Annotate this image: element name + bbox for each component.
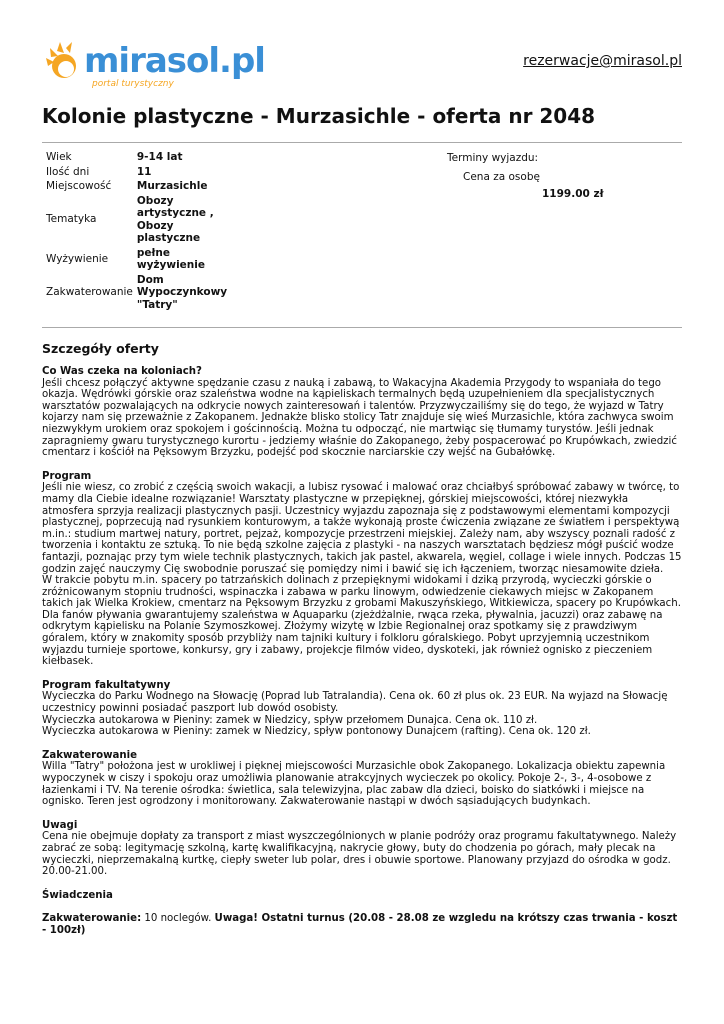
info-value: Obozy artystyczne , Obozy plastyczne bbox=[136, 194, 214, 244]
final-warning: Uwaga! Ostatni turnus (20.08 - 28.08 ze wzgledu na krótszy czas trwania - koszt - 100zł) bbox=[42, 913, 678, 936]
section-paragraph: Wycieczka autokarowa w Pieniny: zamek w Niedzicy, spływ pontonowy Dunajcem (rafting). Cena ok. 120 zł. bbox=[42, 726, 591, 738]
info-row bbox=[44, 273, 239, 313]
divider-top bbox=[42, 142, 682, 143]
section-paragraph: W trakcie pobytu m.in. spacery po tatrzańskich dolinach z przepięknymi widokami i dziką przyrodą, wycieczki górskie o zróżnicowanym stopniu trudności, wspinaczka i zabawa w parku linowym, odwiedzenie ciekawych miejsc w Zakopanem takich jak Wielka Krokiew, cmentarz na Pęksowym Brzyzku z grobami Makuszyńskiego, Witkiewicza, spacery po Krupówkach. Dla fanów pływania gwarantujemy szaleństwa w Aquaparku (zjeżdżalnie, rwąca rzeka, pływalnia, jacuzzi) oraz zabawę na odkrytym kąpielisku na Polanie Szymoszkowej. Złożymy wizytę w Izbie Regionalnej oraz spotkamy się z prawdziwym góralem, który w znakomity sposób przybliży nam tajniki kultury i folkloru góralskiego. Pobyt uprzyjemnią uczestnikom wyjazdu turnieje sportowe, konkursy, gry i zabawy, projekcje filmów video, dyskoteki, jak również ognisko z pieczeniem kiełbasek. bbox=[42, 575, 681, 668]
info-row bbox=[44, 165, 239, 180]
email-link[interactable]: rezerwacje@mirasol.pl bbox=[523, 53, 682, 69]
section-paragraph: Wycieczka autokarowa w Pieniny: zamek w Niedzicy, spływ przełomem Dunajca. Cena ok. 110 zł. bbox=[42, 714, 538, 726]
info-label: Tematyka bbox=[46, 213, 97, 226]
section-paragraph: Willa "Tatry" położona jest w urokliwej i pięknej miejscowości Murzasichle obok Zakopanego. Lokalizacja obiektu zapewnia wypoczynek w ciszy i spokoju oraz umożliwia planowanie atrakcyjnych wycieczek po okolicy. Pokoje 2-, 3-, 4-osobowe z łazienkami i TV. Na terenie ośrodka: świetlica, sala telewizyjna, plac zabaw dla dzieci, boisko do siatkówki i miejsce na ognisko. Teren jest ogrodzony i monitorowany. Zakwaterowanie nastąpi w dwóch sąsiadujących budynkach. bbox=[42, 761, 666, 808]
info-value: Dom Wypoczynkowy "Tatry" bbox=[136, 273, 228, 311]
price-label: Cena za osobę bbox=[463, 171, 540, 183]
price-value: 1199.00 zł bbox=[542, 188, 604, 200]
final-text: 10 noclegów. bbox=[141, 913, 215, 925]
sun-logo-icon bbox=[42, 36, 272, 92]
page-title: Kolonie plastyczne - Murzasichle - oferta nr 2048 bbox=[42, 104, 596, 128]
info-label: Zakwaterowanie bbox=[46, 286, 133, 298]
info-label: Wyżywienie bbox=[46, 252, 109, 265]
section-title: Co Was czeka na koloniach? bbox=[42, 366, 202, 377]
info-row bbox=[44, 150, 239, 165]
section-title: Zakwaterowanie bbox=[42, 749, 138, 761]
info-row bbox=[44, 194, 239, 246]
info-row bbox=[44, 246, 239, 273]
details-heading: Szczegóły oferty bbox=[42, 341, 159, 356]
section-title: Program bbox=[42, 470, 92, 482]
detail-section bbox=[42, 890, 682, 902]
final-label: Zakwaterowanie: bbox=[42, 913, 142, 925]
detail-section bbox=[42, 471, 682, 668]
info-value: Murzasichle bbox=[136, 180, 208, 192]
detail-section bbox=[42, 820, 682, 878]
section-paragraph: Wycieczka do Parku Wodnego na Słowację (Poprad lub Tatralandia). Cena ok. 60 zł plus ok. 23 EUR. Na wyjazd na Słowację uczestnicy powinni posiadać paszport lub dowód osobisty. bbox=[42, 691, 668, 715]
info-value: 9-14 lat bbox=[136, 151, 183, 163]
info-value: 11 bbox=[136, 165, 152, 178]
info-label: Miejscowość bbox=[46, 180, 112, 192]
info-value: pełne wyżywienie bbox=[136, 246, 205, 271]
divider-bottom bbox=[42, 327, 682, 328]
section-title: Świadczenia bbox=[42, 889, 113, 901]
section-title: Uwagi bbox=[42, 819, 78, 831]
info-label: Wiek bbox=[46, 151, 72, 163]
detail-section bbox=[42, 680, 682, 738]
terms-label: Terminy wyjazdu: bbox=[447, 152, 539, 164]
details-content bbox=[42, 366, 682, 937]
logo-text: mirasol.pl bbox=[84, 41, 265, 81]
detail-section bbox=[42, 366, 682, 459]
detail-section bbox=[42, 750, 682, 808]
info-row bbox=[44, 179, 239, 194]
offer-info-table bbox=[44, 150, 239, 312]
mirasol-logo[interactable] bbox=[42, 36, 272, 92]
final-note bbox=[42, 913, 682, 936]
section-paragraph: Jeśli chcesz połączyć aktywne spędzanie czasu z nauką i zabawą, to Wakacyjna Akademia Przygody to wspaniała do tego okazja. Wędrówki górskie oraz szaleństwa wodne na kąpieliskach termalnych będą uzupełnieniem dla specjalistycznych warsztatów pozwalających na odkrycie nowych zainteresowań i talentów. Przyzwyczailiśmy się do tego, że wyjazd w Tatry kojarzy nam się przeważnie z Zakopanem. Jednakże blisko stolicy Tatr znajduje się wieś Murzasichle, która zachwyca swoim niezwykłym urokiem oraz spokojem i gościnnością. Można tu odpocząć, nie martwiąc się tłumamy turystów. Jeśli jednak zapragniemy gwaru turystycznego kurortu - jedziemy właśnie do Zakopanego, żeby pospacerować po Krupówkach, zwiedzić cmentarz i kościół na Pęksowym Brzyzku, podejść pod skocznie narciarskie czy wejść na Gubałówkę. bbox=[42, 377, 677, 459]
section-paragraph: Jeśli nie wiesz, co zrobić z częścią swoich wakacji, a lubisz rysować i malować oraz chciałbyś spróbować zabawy w twórcę, to mamy dla Ciebie idealne rozwiązanie! Warsztaty plastyczne w przepięknej, górskiej miejscowości, której niezwykła atmosfera sprzyja realizacji plastycznych pasji. Uczestnicy wyjazdu zapoznaja się z podstawowymi elementami kompozycji plastycznej, poprzecują nad rysunkiem konturowym, a także wykonają proste ćwiczenia związane ze światłem i perspektywą m.in.: studium martwej natury, portret, pejzaż, kompozycje przestrzeni miejskiej. Zależy nam, aby wszyscy poznali radość z tworzenia i kontaktu ze sztuką. To nie będą szkolne zajęcia z plastyki - na naszych warsztatach będziesz mógł puścić wodze fantazji, poznając przy tym wiele technik plastycznych, takich jak pastel, akwarela, węgiel, collage i wiele innych. Podczas 15 godzin zajęć nauczymy Cię swobodnie poruszać się pomiędzy nimi i bawić się ich łączeniem, tworząc niesamowite dzieła. bbox=[42, 482, 682, 575]
info-label: Ilość dni bbox=[46, 165, 90, 178]
section-title: Program fakultatywny bbox=[42, 679, 171, 691]
section-paragraph: Cena nie obejmuje dopłaty za transport z miast wyszczególnionych w planie podróży oraz programu fakultatywnego. Należy zabrać ze sobą: legitymację szkolną, kartę kwalifikacyjną, nakrycie głowy, buty do chodzenia po górach, mały plecak na wycieczki, nieprzemakalną kurtkę, ciepły sweter lub polar, dres i obuwie sportowe. Planowany przyjazd do ośrodka w godz. 20.00-21.00. bbox=[42, 831, 677, 878]
logo-tagline: portal turystyczny bbox=[92, 79, 174, 89]
terms-box bbox=[447, 152, 604, 200]
